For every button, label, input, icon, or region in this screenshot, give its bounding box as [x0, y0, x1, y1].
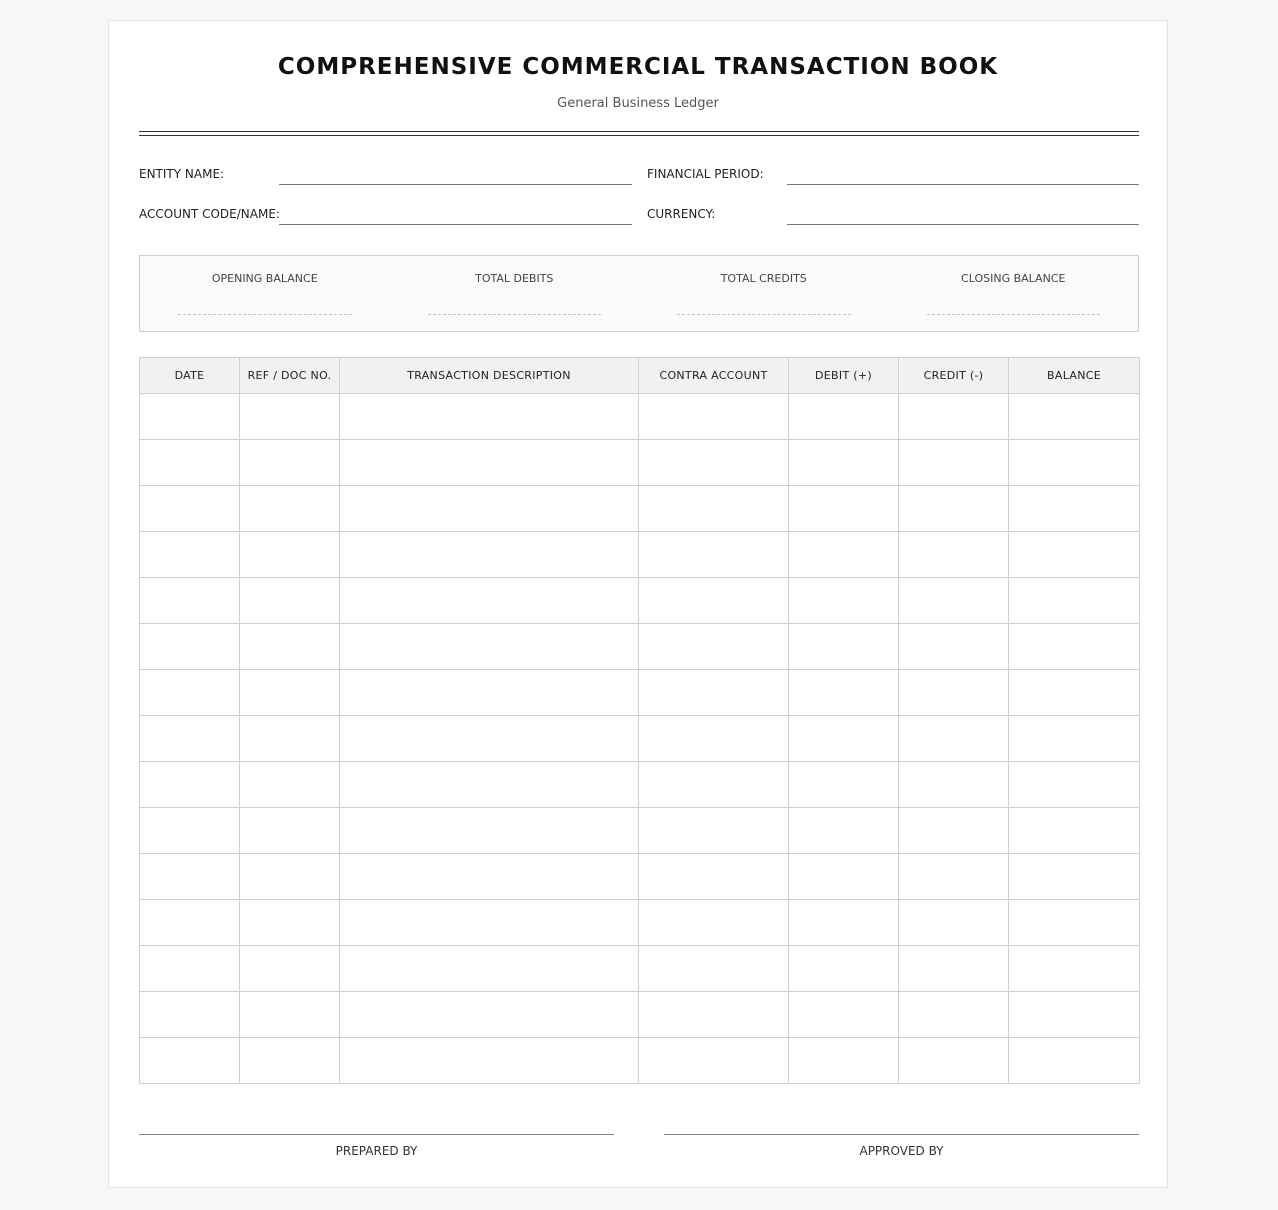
table-row — [140, 808, 1140, 854]
table-cell[interactable] — [639, 486, 789, 532]
table-cell[interactable] — [140, 1038, 240, 1084]
table-cell[interactable] — [340, 532, 639, 578]
table-cell[interactable] — [639, 946, 789, 992]
table-cell[interactable] — [899, 992, 1009, 1038]
table-cell[interactable] — [789, 992, 899, 1038]
prepared-by-signature-line[interactable] — [139, 1134, 614, 1135]
table-cell[interactable] — [340, 486, 639, 532]
table-cell[interactable] — [140, 670, 240, 716]
table-cell[interactable] — [340, 854, 639, 900]
total-credits-field[interactable] — [677, 314, 851, 315]
table-cell[interactable] — [899, 440, 1009, 486]
table-cell[interactable] — [789, 900, 899, 946]
table-cell[interactable] — [789, 486, 899, 532]
table-cell[interactable] — [140, 624, 240, 670]
table-cell[interactable] — [240, 808, 340, 854]
column-header-description: TRANSACTION DESCRIPTION — [340, 358, 639, 394]
total-credits-box — [639, 256, 889, 331]
table-cell[interactable] — [1009, 394, 1140, 440]
page-subtitle: General Business Ledger — [557, 96, 719, 111]
table-cell[interactable] — [140, 578, 240, 624]
table-cell[interactable] — [789, 946, 899, 992]
table-cell[interactable] — [240, 532, 340, 578]
table-cell[interactable] — [1009, 1038, 1140, 1084]
currency-label: CURRENCY: — [647, 207, 716, 221]
table-cell[interactable] — [240, 992, 340, 1038]
entity-name-label: ENTITY NAME: — [139, 167, 225, 181]
table-cell[interactable] — [639, 900, 789, 946]
table-cell[interactable] — [789, 1038, 899, 1084]
table-row — [140, 440, 1140, 486]
table-cell[interactable] — [340, 900, 639, 946]
table-cell[interactable] — [899, 762, 1009, 808]
closing-balance-box — [889, 256, 1139, 331]
table-row — [140, 394, 1140, 440]
approved-by-label: APPROVED BY — [859, 1144, 944, 1158]
table-row — [140, 992, 1140, 1038]
entity-name-field[interactable] — [279, 184, 632, 185]
table-cell[interactable] — [1009, 992, 1140, 1038]
table-cell[interactable] — [340, 992, 639, 1038]
balance-summary — [139, 255, 1139, 332]
table-cell[interactable] — [340, 624, 639, 670]
table-cell[interactable] — [789, 394, 899, 440]
table-cell[interactable] — [240, 578, 340, 624]
table-cell[interactable] — [639, 1038, 789, 1084]
table-cell[interactable] — [639, 624, 789, 670]
table-cell[interactable] — [240, 716, 340, 762]
approved-by-signature-line[interactable] — [664, 1134, 1139, 1135]
table-cell[interactable] — [240, 1038, 340, 1084]
column-header-date: DATE — [140, 358, 240, 394]
table-cell[interactable] — [1009, 900, 1140, 946]
table-header-row — [140, 358, 1140, 394]
table-cell[interactable] — [639, 440, 789, 486]
table-cell[interactable] — [340, 808, 639, 854]
total-debits-label: TOTAL DEBITS — [475, 272, 554, 285]
table-cell[interactable] — [1009, 440, 1140, 486]
table-cell[interactable] — [639, 762, 789, 808]
table-cell[interactable] — [340, 1038, 639, 1084]
table-cell[interactable] — [899, 808, 1009, 854]
table-cell[interactable] — [140, 394, 240, 440]
account-code-field[interactable] — [279, 224, 632, 225]
table-cell[interactable] — [639, 808, 789, 854]
table-cell[interactable] — [140, 486, 240, 532]
closing-balance-field[interactable] — [927, 314, 1101, 315]
table-cell[interactable] — [1009, 762, 1140, 808]
prepared-by-label: PREPARED BY — [335, 1144, 418, 1158]
opening-balance-box — [140, 256, 390, 331]
table-cell[interactable] — [789, 532, 899, 578]
table-cell[interactable] — [240, 670, 340, 716]
table-cell[interactable] — [639, 578, 789, 624]
table-cell[interactable] — [899, 900, 1009, 946]
table-cell[interactable] — [789, 762, 899, 808]
table-cell[interactable] — [340, 578, 639, 624]
table-cell[interactable] — [240, 946, 340, 992]
table-cell[interactable] — [140, 532, 240, 578]
table-cell[interactable] — [140, 992, 240, 1038]
table-row — [140, 762, 1140, 808]
table-cell[interactable] — [240, 762, 340, 808]
column-header-debit: DEBIT (+) — [789, 358, 899, 394]
table-row — [140, 1038, 1140, 1084]
table-cell[interactable] — [240, 900, 340, 946]
table-cell[interactable] — [240, 486, 340, 532]
table-cell[interactable] — [140, 808, 240, 854]
total-credits-label: TOTAL CREDITS — [720, 272, 807, 285]
table-cell[interactable] — [899, 946, 1009, 992]
table-cell[interactable] — [639, 716, 789, 762]
header-double-rule — [139, 131, 1139, 136]
table-cell[interactable] — [899, 716, 1009, 762]
table-cell[interactable] — [789, 624, 899, 670]
table-cell[interactable] — [899, 578, 1009, 624]
table-cell[interactable] — [340, 670, 639, 716]
currency-field[interactable] — [787, 224, 1139, 225]
account-code-label: ACCOUNT CODE/NAME: — [139, 207, 280, 221]
ledger-table — [139, 357, 1140, 1084]
financial-period-field[interactable] — [787, 184, 1139, 185]
column-header-contra-account: CONTRA ACCOUNT — [639, 358, 789, 394]
table-cell[interactable] — [1009, 670, 1140, 716]
table-cell[interactable] — [140, 946, 240, 992]
table-cell[interactable] — [1009, 946, 1140, 992]
table-cell[interactable] — [140, 716, 240, 762]
table-cell[interactable] — [340, 394, 639, 440]
table-cell[interactable] — [140, 440, 240, 486]
column-header-balance: BALANCE — [1009, 358, 1140, 394]
table-cell[interactable] — [899, 670, 1009, 716]
table-cell[interactable] — [639, 532, 789, 578]
table-cell[interactable] — [1009, 532, 1140, 578]
total-debits-field[interactable] — [428, 314, 602, 315]
table-cell[interactable] — [340, 946, 639, 992]
financial-period-label: FINANCIAL PERIOD: — [647, 167, 764, 181]
table-cell[interactable] — [639, 854, 789, 900]
closing-balance-label: CLOSING BALANCE — [961, 272, 1066, 285]
table-cell[interactable] — [789, 808, 899, 854]
table-cell[interactable] — [240, 440, 340, 486]
table-cell[interactable] — [1009, 808, 1140, 854]
total-debits-box — [390, 256, 640, 331]
table-row — [140, 716, 1140, 762]
table-cell[interactable] — [1009, 624, 1140, 670]
table-row — [140, 854, 1140, 900]
table-row — [140, 624, 1140, 670]
table-row — [140, 532, 1140, 578]
table-cell[interactable] — [639, 394, 789, 440]
table-cell[interactable] — [340, 440, 639, 486]
opening-balance-label: OPENING BALANCE — [211, 272, 318, 285]
table-cell[interactable] — [140, 900, 240, 946]
table-cell[interactable] — [789, 440, 899, 486]
page-title: COMPREHENSIVE COMMERCIAL TRANSACTION BOOK — [277, 54, 999, 80]
table-cell[interactable] — [140, 854, 240, 900]
table-cell[interactable] — [789, 716, 899, 762]
table-cell[interactable] — [340, 716, 639, 762]
table-cell[interactable] — [899, 1038, 1009, 1084]
table-cell[interactable] — [240, 624, 340, 670]
table-cell[interactable] — [1009, 486, 1140, 532]
table-row — [140, 670, 1140, 716]
table-cell[interactable] — [340, 762, 639, 808]
table-cell[interactable] — [140, 762, 240, 808]
table-cell[interactable] — [240, 394, 340, 440]
table-cell[interactable] — [789, 578, 899, 624]
table-cell[interactable] — [899, 394, 1009, 440]
table-cell[interactable] — [639, 670, 789, 716]
table-cell[interactable] — [1009, 716, 1140, 762]
table-row — [140, 900, 1140, 946]
table-cell[interactable] — [639, 992, 789, 1038]
ledger-sheet — [108, 20, 1168, 1188]
opening-balance-field[interactable] — [178, 314, 352, 315]
table-row — [140, 578, 1140, 624]
ledger-body — [140, 394, 1140, 1084]
column-header-ref: REF / DOC NO. — [240, 358, 340, 394]
table-cell[interactable] — [899, 532, 1009, 578]
table-row — [140, 946, 1140, 992]
table-row — [140, 486, 1140, 532]
table-cell[interactable] — [240, 854, 340, 900]
table-cell[interactable] — [899, 486, 1009, 532]
table-cell[interactable] — [789, 670, 899, 716]
table-cell[interactable] — [789, 854, 899, 900]
column-header-credit: CREDIT (-) — [899, 358, 1009, 394]
table-cell[interactable] — [1009, 854, 1140, 900]
table-cell[interactable] — [899, 854, 1009, 900]
table-cell[interactable] — [899, 624, 1009, 670]
table-cell[interactable] — [1009, 578, 1140, 624]
